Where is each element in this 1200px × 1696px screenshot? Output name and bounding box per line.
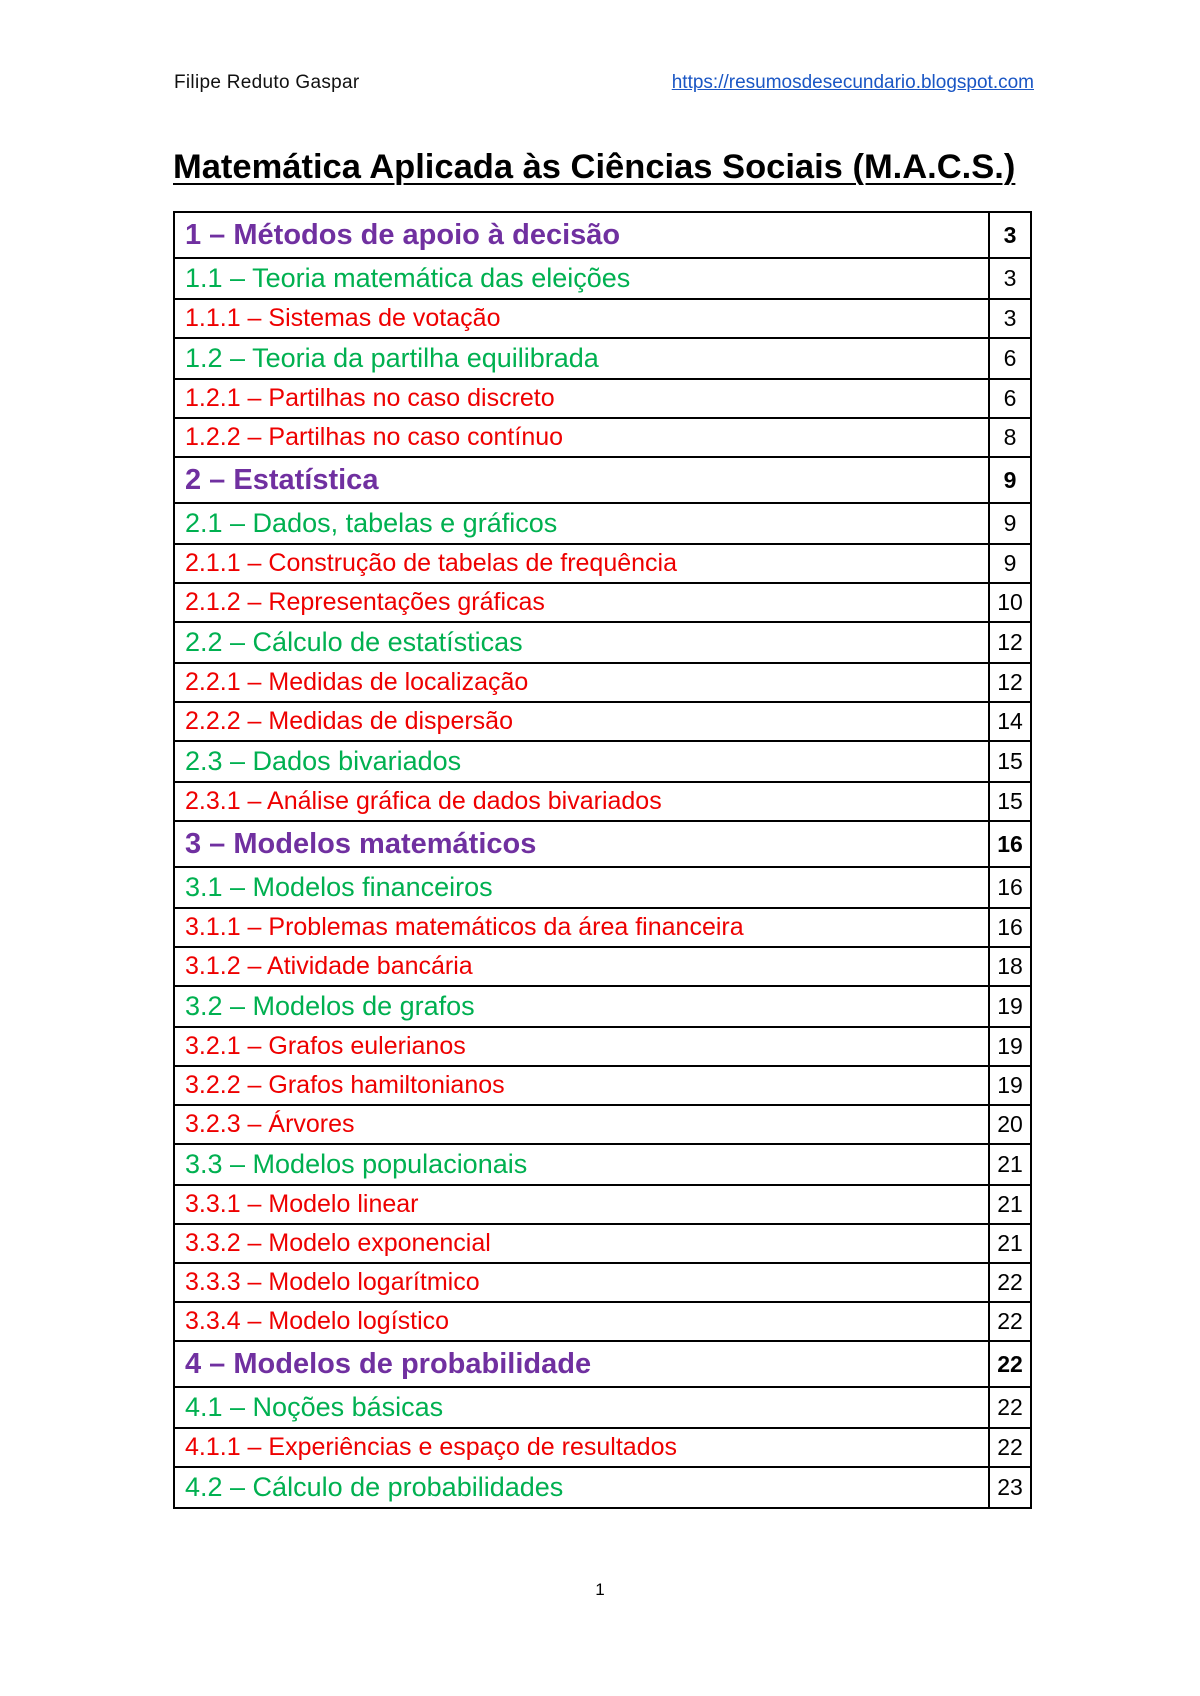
toc-row[interactable] (174, 1027, 1031, 1066)
toc-entry-label: 2.1.1 – Construção de tabelas de frequência (174, 544, 989, 583)
toc-entry-label: 2.3.1 – Análise gráfica de dados bivariados (174, 782, 989, 821)
toc-entry-label: 3.1.2 – Atividade bancária (174, 947, 989, 986)
toc-entry-page: 21 (989, 1144, 1031, 1185)
toc-entry-page: 3 (989, 258, 1031, 299)
toc-entry-page: 22 (989, 1428, 1031, 1467)
toc-body (174, 212, 1031, 1508)
toc-entry-page: 6 (989, 379, 1031, 418)
toc-entry-page: 19 (989, 1066, 1031, 1105)
toc-row[interactable] (174, 544, 1031, 583)
toc-row[interactable] (174, 1066, 1031, 1105)
toc-row[interactable] (174, 583, 1031, 622)
author-name: Filipe Reduto Gaspar (174, 72, 360, 93)
toc-row[interactable] (174, 947, 1031, 986)
toc-entry-page: 9 (989, 457, 1031, 503)
toc-entry-label: 3.2.3 – Árvores (174, 1105, 989, 1144)
toc-row[interactable] (174, 1144, 1031, 1185)
toc-entry-page: 23 (989, 1467, 1031, 1508)
document-title: Matemática Aplicada às Ciências Sociais (M.A.C.S.) (173, 148, 1016, 186)
toc-row[interactable] (174, 1105, 1031, 1144)
toc-entry-page: 18 (989, 947, 1031, 986)
toc-entry-label: 2.1 – Dados, tabelas e gráficos (174, 503, 989, 544)
toc-entry-page: 22 (989, 1387, 1031, 1428)
toc-entry-label: 3.3 – Modelos populacionais (174, 1144, 989, 1185)
toc-entry-page: 6 (989, 338, 1031, 379)
toc-entry-label: 2.3 – Dados bivariados (174, 741, 989, 782)
toc-entry-page: 16 (989, 821, 1031, 867)
toc-row[interactable] (174, 1341, 1031, 1387)
toc-entry-label: 3 – Modelos matemáticos (174, 821, 989, 867)
toc-entry-label: 3.2 – Modelos de grafos (174, 986, 989, 1027)
page-number: 1 (595, 1580, 605, 1599)
toc-row[interactable] (174, 379, 1031, 418)
toc-entry-page: 20 (989, 1105, 1031, 1144)
toc-entry-label: 1.1 – Teoria matemática das eleições (174, 258, 989, 299)
toc-entry-page: 8 (989, 418, 1031, 457)
toc-row[interactable] (174, 418, 1031, 457)
toc-row[interactable] (174, 867, 1031, 908)
toc-entry-page: 19 (989, 1027, 1031, 1066)
toc-entry-label: 2.1.2 – Representações gráficas (174, 583, 989, 622)
toc-entry-page: 3 (989, 212, 1031, 258)
toc-entry-page: 16 (989, 867, 1031, 908)
toc-row[interactable] (174, 622, 1031, 663)
toc-entry-page: 19 (989, 986, 1031, 1027)
toc-row[interactable] (174, 457, 1031, 503)
toc-row[interactable] (174, 1224, 1031, 1263)
toc-entry-label: 3.3.3 – Modelo logarítmico (174, 1263, 989, 1302)
toc-row[interactable] (174, 212, 1031, 258)
toc-row[interactable] (174, 1467, 1031, 1508)
toc-entry-label: 1.1.1 – Sistemas de votação (174, 299, 989, 338)
toc-entry-page: 21 (989, 1224, 1031, 1263)
toc-entry-label: 3.1 – Modelos financeiros (174, 867, 989, 908)
toc-row[interactable] (174, 1428, 1031, 1467)
toc-row[interactable] (174, 1263, 1031, 1302)
toc-entry-page: 21 (989, 1185, 1031, 1224)
toc-entry-label: 3.3.2 – Modelo exponencial (174, 1224, 989, 1263)
toc-entry-label: 4.1.1 – Experiências e espaço de resultados (174, 1428, 989, 1467)
toc-entry-page: 15 (989, 782, 1031, 821)
toc-entry-label: 1 – Métodos de apoio à decisão (174, 212, 989, 258)
toc-entry-label: 2.2.2 – Medidas de dispersão (174, 702, 989, 741)
toc-entry-page: 3 (989, 299, 1031, 338)
toc-entry-label: 3.2.1 – Grafos eulerianos (174, 1027, 989, 1066)
toc-entry-page: 14 (989, 702, 1031, 741)
page-footer (0, 1580, 1200, 1600)
toc-row[interactable] (174, 1302, 1031, 1341)
toc-row[interactable] (174, 503, 1031, 544)
toc-row[interactable] (174, 821, 1031, 867)
toc-entry-page: 12 (989, 622, 1031, 663)
table-of-contents (173, 211, 1032, 1509)
toc-entry-page: 16 (989, 908, 1031, 947)
toc-entry-page: 9 (989, 544, 1031, 583)
toc-entry-label: 1.2.1 – Partilhas no caso discreto (174, 379, 989, 418)
toc-entry-page: 12 (989, 663, 1031, 702)
toc-entry-page: 22 (989, 1302, 1031, 1341)
toc-entry-label: 1.2.2 – Partilhas no caso contínuo (174, 418, 989, 457)
page-header (174, 72, 1034, 100)
toc-entry-label: 3.3.1 – Modelo linear (174, 1185, 989, 1224)
toc-row[interactable] (174, 782, 1031, 821)
toc-entry-label: 4.2 – Cálculo de probabilidades (174, 1467, 989, 1508)
toc-entry-label: 3.3.4 – Modelo logístico (174, 1302, 989, 1341)
toc-row[interactable] (174, 702, 1031, 741)
toc-entry-label: 2.2 – Cálculo de estatísticas (174, 622, 989, 663)
toc-entry-label: 3.2.2 – Grafos hamiltonianos (174, 1066, 989, 1105)
toc-entry-label: 1.2 – Teoria da partilha equilibrada (174, 338, 989, 379)
toc-row[interactable] (174, 338, 1031, 379)
toc-entry-page: 15 (989, 741, 1031, 782)
toc-entry-label: 3.1.1 – Problemas matemáticos da área financeira (174, 908, 989, 947)
toc-entry-label: 2 – Estatística (174, 457, 989, 503)
toc-entry-page: 10 (989, 583, 1031, 622)
toc-entry-label: 4.1 – Noções básicas (174, 1387, 989, 1428)
toc-row[interactable] (174, 908, 1031, 947)
toc-entry-page: 9 (989, 503, 1031, 544)
toc-entry-label: 4 – Modelos de probabilidade (174, 1341, 989, 1387)
toc-row[interactable] (174, 986, 1031, 1027)
toc-row[interactable] (174, 1185, 1031, 1224)
toc-entry-page: 22 (989, 1341, 1031, 1387)
toc-row[interactable] (174, 741, 1031, 782)
toc-row[interactable] (174, 1387, 1031, 1428)
toc-row[interactable] (174, 258, 1031, 299)
toc-entry-page: 22 (989, 1263, 1031, 1302)
toc-entry-label: 2.2.1 – Medidas de localização (174, 663, 989, 702)
toc-row[interactable] (174, 663, 1031, 702)
blog-link[interactable]: https://resumosdesecundario.blogspot.com (671, 72, 1034, 93)
toc-row[interactable] (174, 299, 1031, 338)
